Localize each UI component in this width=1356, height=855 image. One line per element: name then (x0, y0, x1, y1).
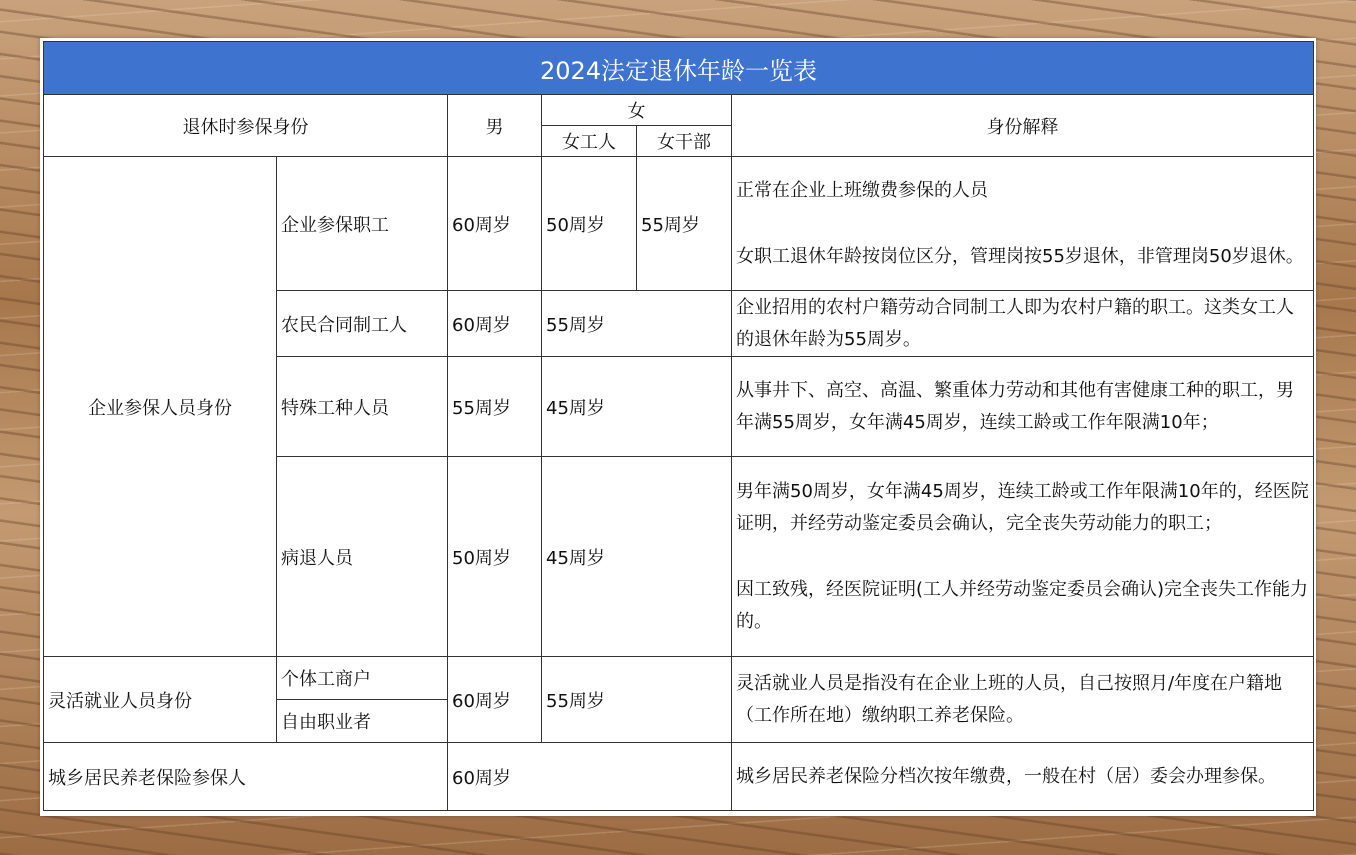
explanation-text: 城乡居民养老保险分档次按年缴费，一般在村（居）委会办理参保。 (732, 743, 1314, 811)
female-age: 45周岁 (542, 457, 732, 657)
explanation-text: 从事井下、高空、高温、繁重体力劳动和其他有害健康工种的职工，男年满55周岁，女年满45周岁，连续工龄或工作年限满10年； (732, 357, 1314, 457)
male-age: 60周岁 (448, 743, 732, 811)
group-resident: 城乡居民养老保险参保人 (44, 743, 448, 811)
row-name: 企业参保职工 (277, 157, 448, 291)
explanation-cell (732, 157, 1314, 291)
group-enterprise: 企业参保人员身份 (44, 157, 277, 657)
header-identity: 退休时参保身份 (44, 95, 448, 157)
row-name: 个体工商户 (277, 657, 448, 700)
table-title: 2024法定退休年龄一览表 (44, 42, 1314, 95)
explanation-text: 灵活就业人员是指没有在企业上班的人员，自己按照月/年度在户籍地（工作所在地）缴纳职工养老保险。 (732, 657, 1314, 743)
header-female: 女 (542, 95, 732, 126)
female-age: 55周岁 (542, 657, 732, 743)
female-worker-age: 50周岁 (542, 157, 637, 291)
explanation-text: 正常在企业上班缴费参保的人员 (736, 179, 988, 201)
female-cadre-age: 55周岁 (637, 157, 732, 291)
row-name: 病退人员 (277, 457, 448, 657)
row-name: 农民合同制工人 (277, 291, 448, 357)
explanation-text: 因工致残，经医院证明(工人并经劳动鉴定委员会确认)完全丧失工作能力的。 (736, 578, 1309, 632)
row-name: 自由职业者 (277, 700, 448, 743)
table-row (44, 743, 1314, 811)
male-age: 50周岁 (448, 457, 542, 657)
paragraph-gap (736, 540, 1309, 574)
female-age: 55周岁 (542, 291, 732, 357)
retirement-age-table (43, 41, 1314, 811)
paragraph-gap (736, 207, 1309, 241)
explanation-cell (732, 457, 1314, 657)
header-male: 男 (448, 95, 542, 157)
header-explanation: 身份解释 (732, 95, 1314, 157)
male-age: 60周岁 (448, 291, 542, 357)
male-age: 60周岁 (448, 657, 542, 743)
female-age: 45周岁 (542, 357, 732, 457)
male-age: 60周岁 (448, 157, 542, 291)
table-row (44, 157, 1314, 291)
male-age: 55周岁 (448, 357, 542, 457)
explanation-text: 男年满50周岁，女年满45周岁，连续工龄或工作年限满10年的，经医院证明，并经劳动鉴定委员会确认，完全丧失劳动能力的职工； (736, 480, 1309, 534)
table-row (44, 657, 1314, 700)
explanation-text: 女职工退休年龄按岗位区分，管理岗按55岁退休，非管理岗50岁退休。 (736, 245, 1304, 267)
explanation-text: 企业招用的农村户籍劳动合同制工人即为农村户籍的职工。这类女工人的退休年龄为55周岁。 (732, 291, 1314, 357)
header-female-worker: 女工人 (542, 126, 637, 157)
row-name: 特殊工种人员 (277, 357, 448, 457)
retirement-age-card (40, 38, 1316, 816)
group-flexible: 灵活就业人员身份 (44, 657, 277, 743)
header-female-cadre: 女干部 (637, 126, 732, 157)
